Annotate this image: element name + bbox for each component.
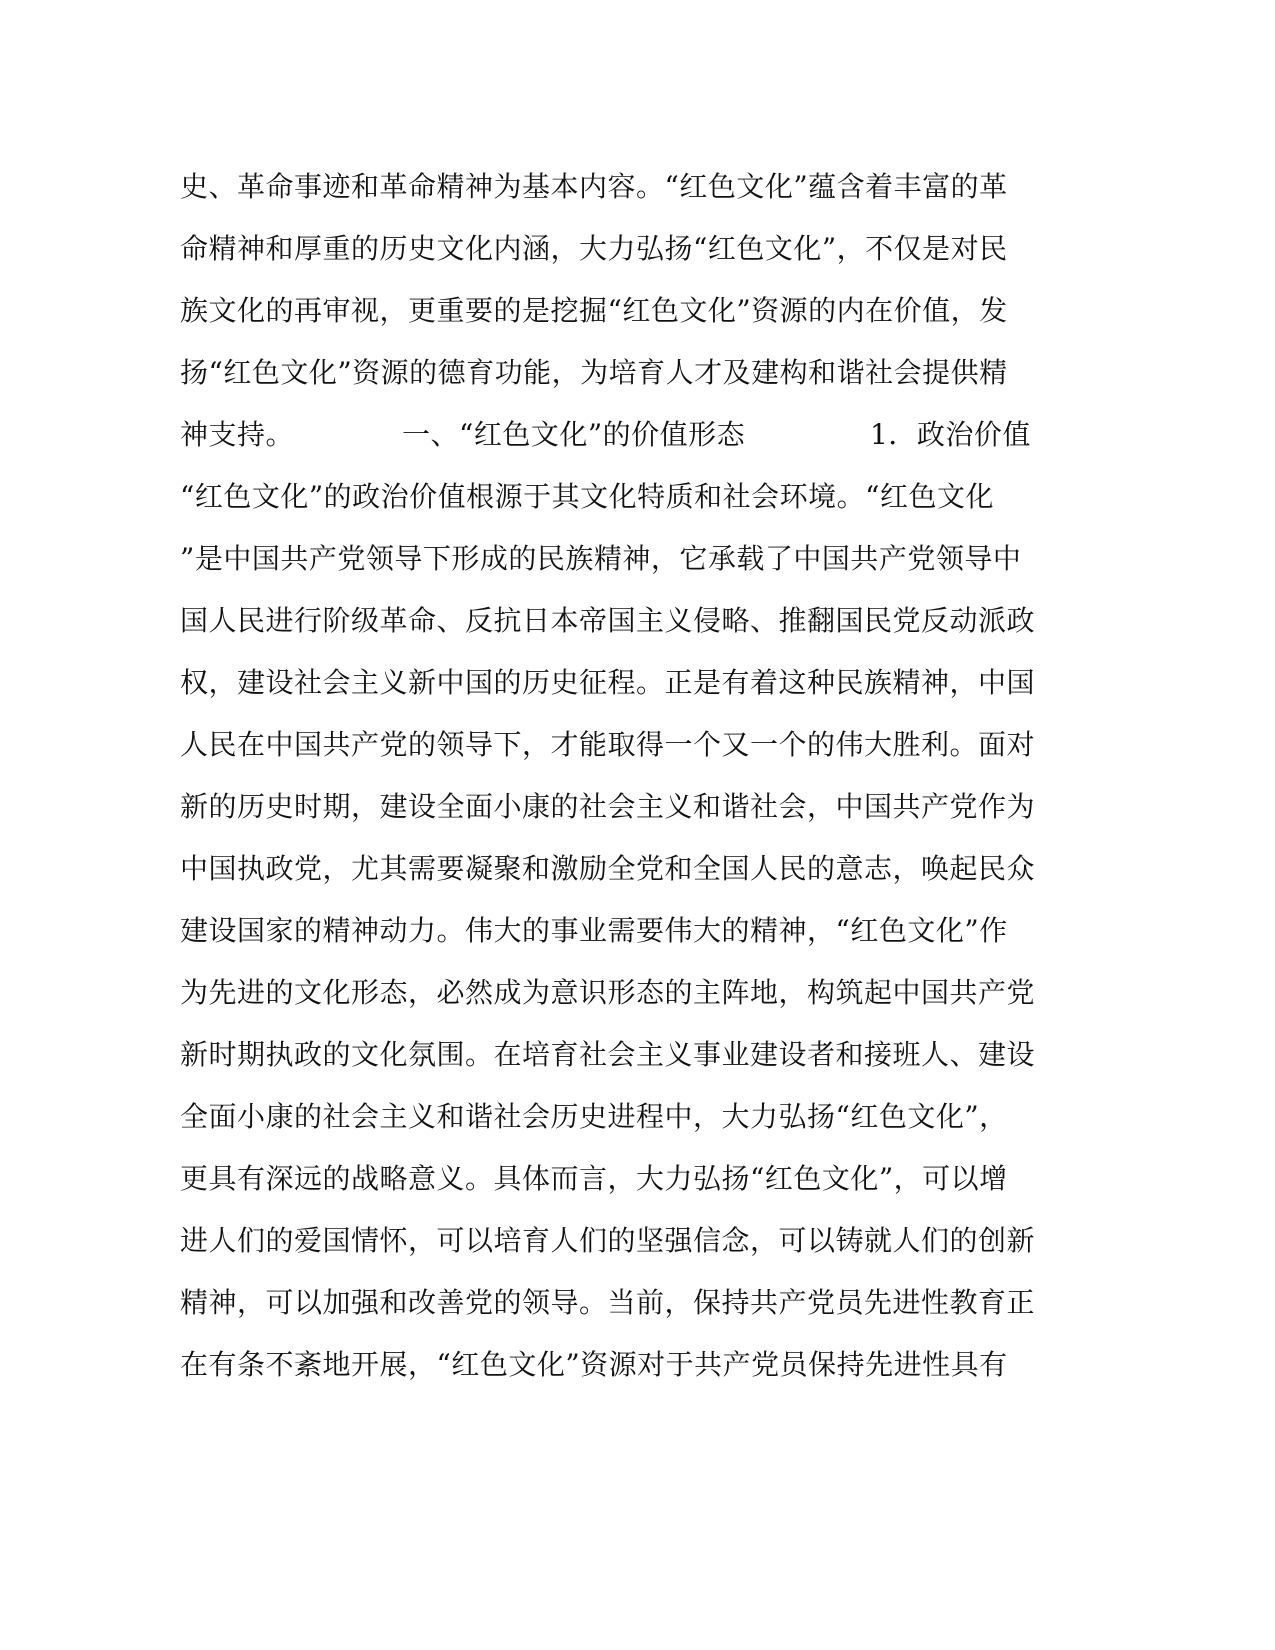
heading-line xyxy=(180,404,1060,466)
text-line: 精神，可以加强和改善党的领导。当前，保持共产党员先进性教育正 xyxy=(180,1286,1036,1319)
paragraph-end-text: 神支持。 xyxy=(180,418,295,451)
text-line: 族文化的再审视，更重要的是挖掘“红色文化”资源的内在价值，发 xyxy=(180,294,1008,327)
text-line: 人民在中国共产党的领导下，才能取得一个又一个的伟大胜利。面对 xyxy=(180,728,1036,761)
text-line: 命精神和厚重的历史文化内涵，大力弘扬“红色文化”，不仅是对民 xyxy=(180,232,1008,265)
text-line: 国人民进行阶级革命、反抗日本帝国主义侵略、推翻国民党反动派政 xyxy=(180,604,1036,637)
text-line: 扬“红色文化”资源的德育功能，为培育人才及建构和谐社会提供精 xyxy=(180,356,1008,389)
text-line: “红色文化”的政治价值根源于其文化特质和社会环境。“红色文化 xyxy=(180,480,994,513)
section-heading: 一、“红色文化”的价值形态 xyxy=(402,418,746,451)
body-text xyxy=(180,156,1060,1396)
text-line: 为先进的文化形态，必然成为意识形态的主阵地，构筑起中国共产党 xyxy=(180,976,1036,1009)
text-line: 新时期执政的文化氛围。在培育社会主义事业建设者和接班人、建设 xyxy=(180,1038,1036,1071)
text-line: 新的历史时期，建设全面小康的社会主义和谐社会，中国共产党作为 xyxy=(180,790,1036,823)
text-line: 权，建设社会主义新中国的历史征程。正是有着这种民族精神，中国 xyxy=(180,666,1036,699)
text-line: 中国执政党，尤其需要凝聚和激励全党和全国人民的意志，唤起民众 xyxy=(180,852,1036,885)
text-line: ”是中国共产党领导下形成的民族精神，它承载了中国共产党领导中 xyxy=(180,542,1022,575)
text-line: 在有条不紊地开展，“红色文化”资源对于共产党员保持先进性具有 xyxy=(180,1348,1008,1381)
subsection-heading: 1．政治价值 xyxy=(870,418,1031,451)
text-line: 史、革命事迹和革命精神为基本内容。“红色文化”蕴含着丰富的革 xyxy=(180,170,1008,203)
text-line: 更具有深远的战略意义。具体而言，大力弘扬“红色文化”，可以增 xyxy=(180,1162,1008,1195)
text-line: 建设国家的精神动力。伟大的事业需要伟大的精神，“红色文化”作 xyxy=(180,914,1008,947)
text-line: 全面小康的社会主义和谐社会历史进程中，大力弘扬“红色文化”， xyxy=(180,1100,1008,1133)
text-line: 进人们的爱国情怀，可以培育人们的坚强信念，可以铸就人们的创新 xyxy=(180,1224,1036,1257)
